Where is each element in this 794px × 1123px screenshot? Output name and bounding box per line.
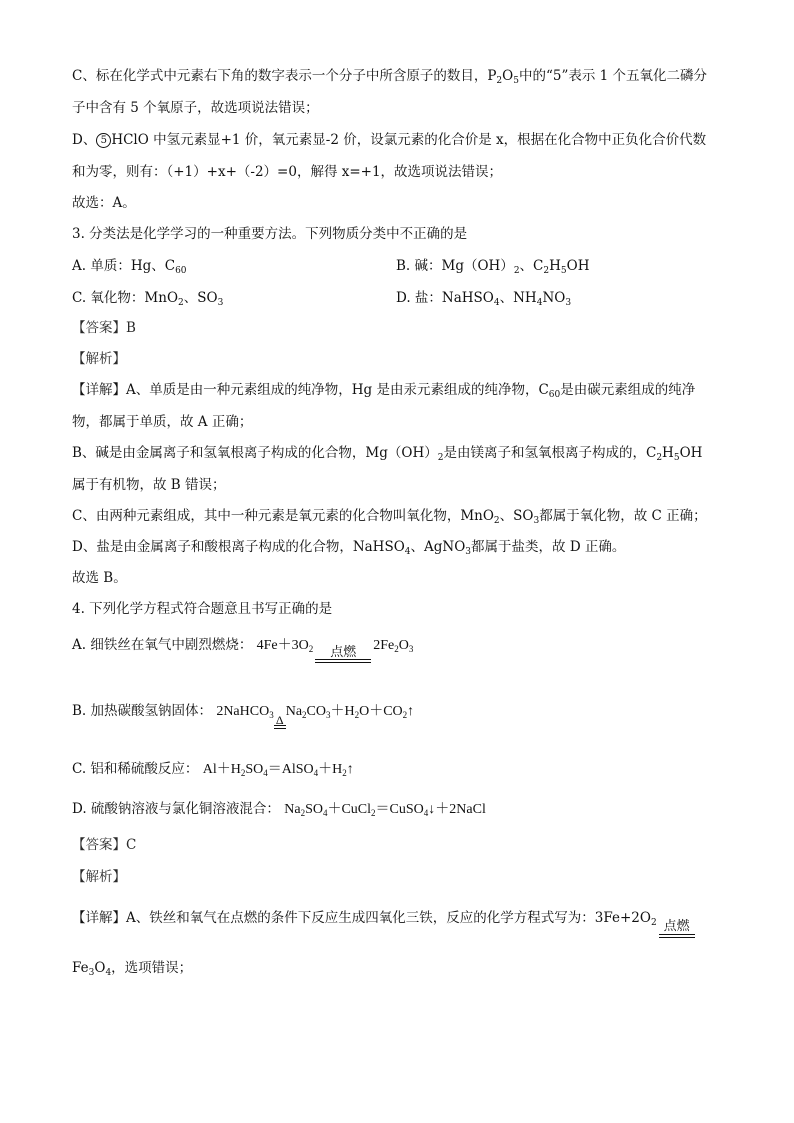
q4-option-c: C. 铝和稀硫酸反应： $Al+H_2SO_4=AlSO_4+H_2↑$ — [72, 761, 354, 778]
heat-condition: Δ — [274, 715, 286, 729]
q3-answer: 【答案】B — [72, 320, 136, 336]
q3-analysis-label: 【解析】 — [72, 351, 126, 367]
q4-detail-line1: 【详解】A、铁丝和氧气在点燃的条件下反应生成四氧化三铁，反应的化学方程式写为：$3Fe+2O_2$ 点燃 — [72, 898, 697, 938]
q4-detail-line2: $Fe_3O_4$，选项错误； — [72, 960, 193, 978]
explanation-c-line2: 子中含有 5 个氧原子，故选项说法错误； — [72, 100, 319, 116]
question-3-stem: 3. 分类法是化学学习的一种重要方法。下列物质分类中不正确的是 — [72, 226, 468, 242]
q4-answer: 【答案】C — [72, 837, 137, 853]
reaction-condition: 点燃 — [657, 920, 697, 938]
equation-c: $Al+H_2SO_4=AlSO_4+H_2↑$ — [202, 762, 354, 778]
explanation-c-line1: C、标在化学式中元素右下角的数字表示一个分子中所含原子的数目，$P_2O_5$中的“5”表示 1 个五氧化二磷分 — [72, 68, 708, 86]
q3-detail-line2: 物，都属于单质，故 A 正确； — [72, 414, 253, 430]
q4-option-a: A. 细铁丝在氧气中剧烈燃烧： $4Fe+3O_2$ 点燃 $2Fe_2O_3$ — [72, 628, 413, 663]
q3-option-d: D. 盐：NaHSO$_4$、$NH_4NO_3$ — [396, 290, 572, 308]
q3-choose: 故选 B。 — [72, 570, 127, 586]
reaction-condition: 点燃 — [313, 645, 373, 663]
q3-detail-line6: D、盐是由金属离子和酸根离子构成的化合物，NaHSO$_4$、AgNO$_3$都属于盐类，故 D 正确。 — [72, 539, 626, 557]
q3-detail-line3: B、碱是由金属离子和氢氧根离子构成的化合物，$Mg(OH)_2$是由镁离子和氢氧根离子构成的，$C_2H_5OH$ — [72, 445, 703, 463]
circled-number: 5 — [96, 133, 111, 148]
q3-option-a: A. 单质：Hg、$C_{60}$ — [72, 258, 187, 276]
q3-detail-line4: 属于有机物，故 B 错误； — [72, 477, 226, 493]
explanation-d-line2: 和为零，则有：（+1）+x+（-2）=0，解得 x=+1，故选项说法错误； — [72, 164, 503, 180]
equation-d: $Na_2SO_4+CuCl_2=CuSO_4↓+2NaCl$ — [284, 802, 486, 818]
q3-option-c: C. 氧化物：MnO$_2$、$SO_3$ — [72, 290, 224, 308]
equation-a: $4Fe+3O_2$ 点燃 $2Fe_2O_3$ — [257, 638, 414, 653]
q3-detail-line1: 【详解】A、单质是由一种元素组成的纯净物，Hg 是由汞元素组成的纯净物，$C_{60}$是由碳元素组成的纯净 — [72, 382, 696, 400]
q3-option-b: B. 碱：$Mg(OH)_2$、$C_2H_5OH$ — [396, 258, 590, 276]
equation-b: 2NaHCO$_3$ Δ $Na_2CO_3+H_2O+CO_2↑$ — [216, 704, 415, 727]
q3-detail-line5: C、由两种元素组成，其中一种元素是氧元素的化合物叫氧化物，MnO$_2$、$SO_3$都属于氧化物，故 C 正确； — [72, 508, 707, 526]
choose-line: 故选：A。 — [72, 195, 136, 211]
q4-option-d: D. 硫酸钠溶液与氯化铜溶液混合： $Na_2SO_4+CuCl_2=CuSO_4↓+2NaCl$ — [72, 801, 486, 818]
question-4-stem: 4. 下列化学方程式符合题意且书写正确的是 — [72, 601, 333, 617]
q4-option-b: B. 加热碳酸氢钠固体： 2NaHCO$_3$ Δ $Na_2CO_3+H_2O+CO_2↑$ — [72, 703, 415, 727]
explanation-d-line1: D、 5 HClO 中氢元素显+1 价，氧元素显-2 价，设氯元素的化合价是 x，根据在化合物中正负化合价代数 — [72, 132, 707, 148]
q4-analysis-label: 【解析】 — [72, 869, 126, 885]
